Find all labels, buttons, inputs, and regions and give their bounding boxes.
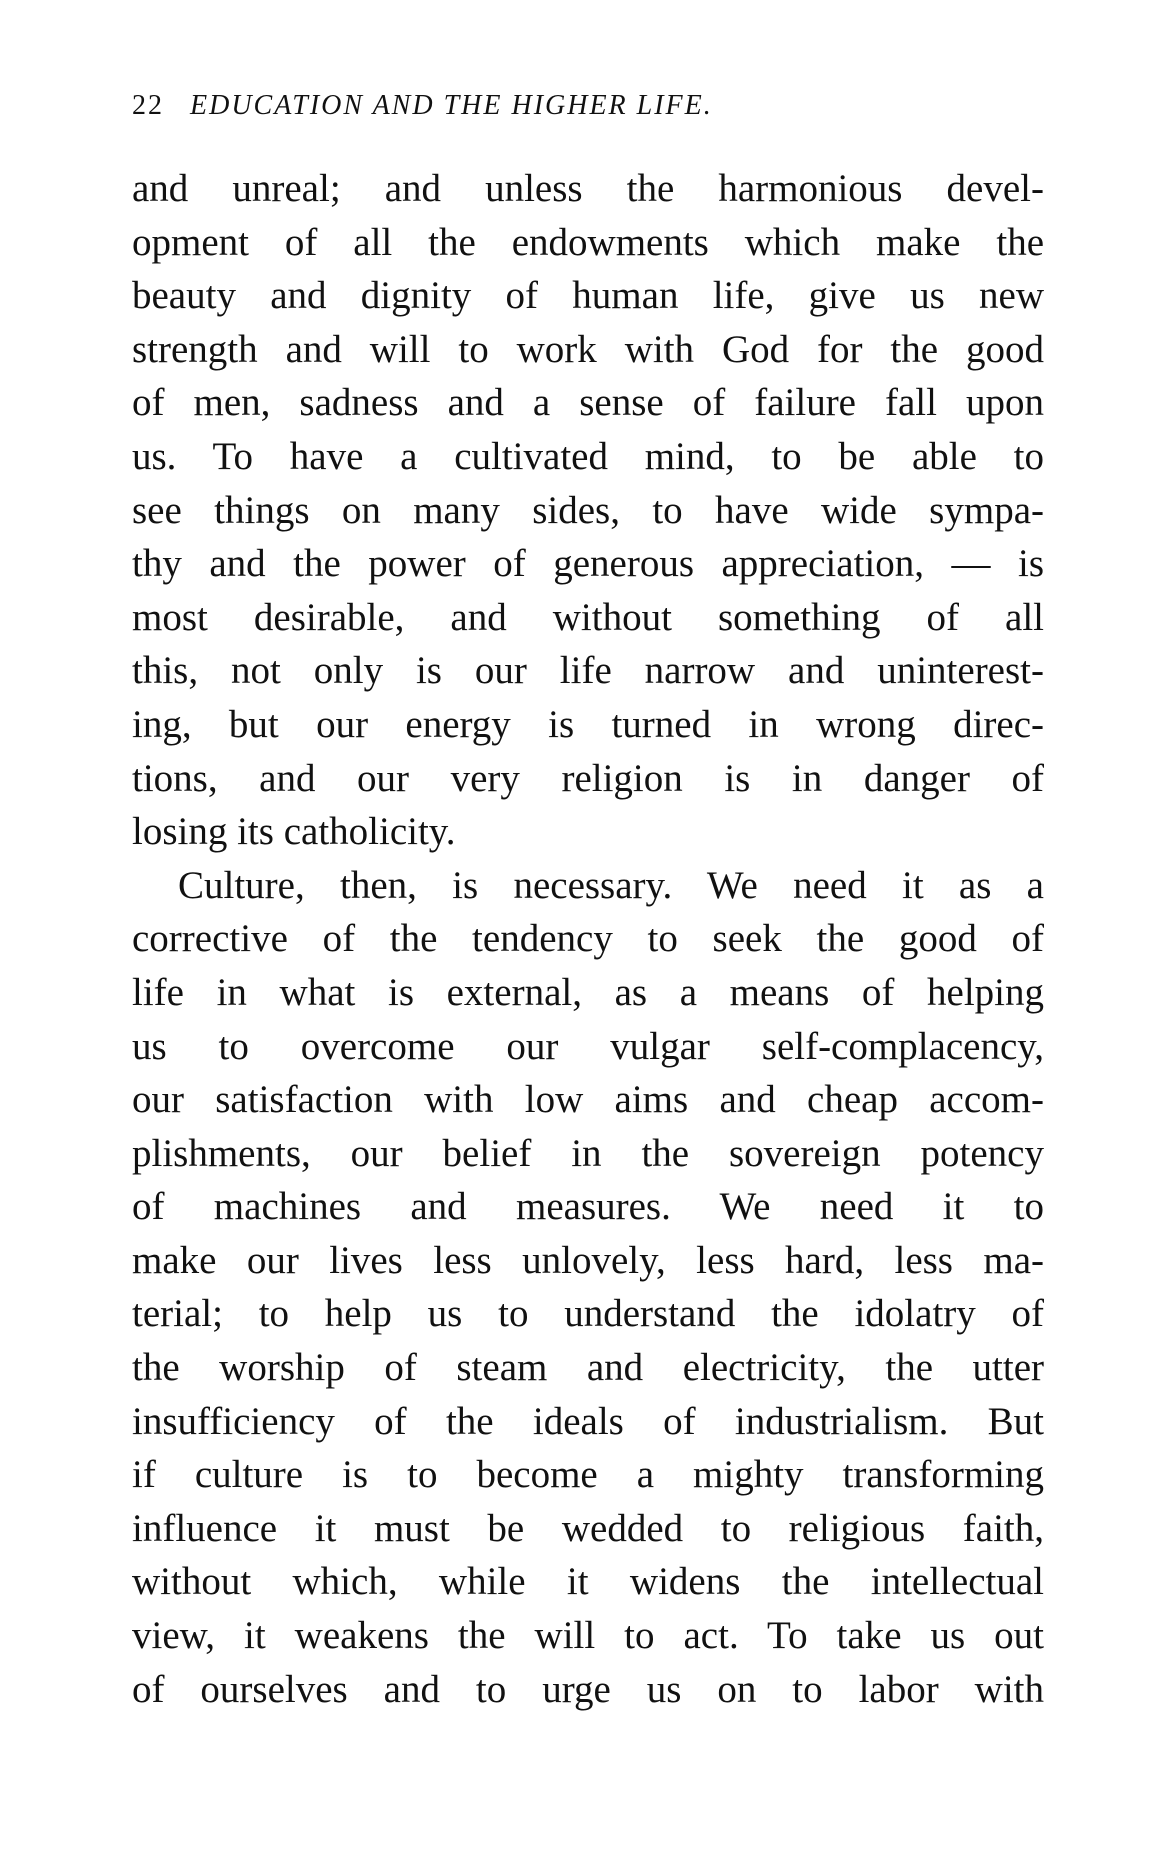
text-line: thy and the power of generous appreciation, — is xyxy=(132,542,1044,586)
text-line: our satisfaction with low aims and cheap accom- xyxy=(132,1078,1044,1122)
text-line: most desirable, and without something of all xyxy=(132,595,1044,639)
page-body-text xyxy=(132,162,1044,1716)
text-line: this, not only is our life narrow and uninterest- xyxy=(132,649,1044,693)
text-line: us to overcome our vulgar self-complacency, xyxy=(132,1024,1044,1068)
text-line: view, it weakens the will to act. To take us out xyxy=(132,1614,1044,1658)
text-line: corrective of the tendency to seek the good of xyxy=(132,917,1044,961)
text-line: if culture is to become a mighty transforming xyxy=(132,1453,1044,1497)
text-line: of machines and measures. We need it to xyxy=(132,1185,1044,1229)
text-line: plishments, our belief in the sovereign potency xyxy=(132,1131,1044,1175)
text-line: losing its catholicity. xyxy=(132,810,456,854)
text-line: ing, but our energy is turned in wrong direc- xyxy=(132,702,1044,746)
text-line: and unreal; and unless the harmonious devel- xyxy=(132,167,1044,210)
text-line: us. To have a cultivated mind, to be able to xyxy=(132,434,1044,478)
text-line: Culture, then, is necessary. We need it as a xyxy=(178,863,1044,907)
running-title: EDUCATION AND THE HIGHER LIFE. xyxy=(190,90,713,121)
text-line: life in what is external, as a means of helping xyxy=(132,970,1044,1014)
text-line: strength and will to work with God for the good xyxy=(132,327,1044,371)
page-number: 22 xyxy=(132,90,164,121)
text-line: without which, while it widens the intellectual xyxy=(132,1560,1044,1604)
text-line: of men, sadness and a sense of failure fall upon xyxy=(132,381,1044,425)
text-line: the worship of steam and electricity, the utter xyxy=(132,1346,1044,1390)
text-line: make our lives less unlovely, less hard, less ma- xyxy=(132,1238,1044,1282)
text-line: terial; to help us to understand the idolatry of xyxy=(132,1292,1044,1336)
text-line: insufficiency of the ideals of industrialism. But xyxy=(132,1399,1044,1443)
text-line: of ourselves and to urge us on to labor with xyxy=(132,1667,1044,1711)
text-line: opment of all the endowments which make the xyxy=(132,220,1044,264)
text-line: see things on many sides, to have wide sympa- xyxy=(132,488,1044,532)
text-line: beauty and dignity of human life, give us new xyxy=(132,274,1044,318)
text-line: influence it must be wedded to religious faith, xyxy=(132,1506,1044,1550)
running-header xyxy=(132,90,992,122)
text-line: tions, and our very religion is in danger of xyxy=(132,756,1044,800)
